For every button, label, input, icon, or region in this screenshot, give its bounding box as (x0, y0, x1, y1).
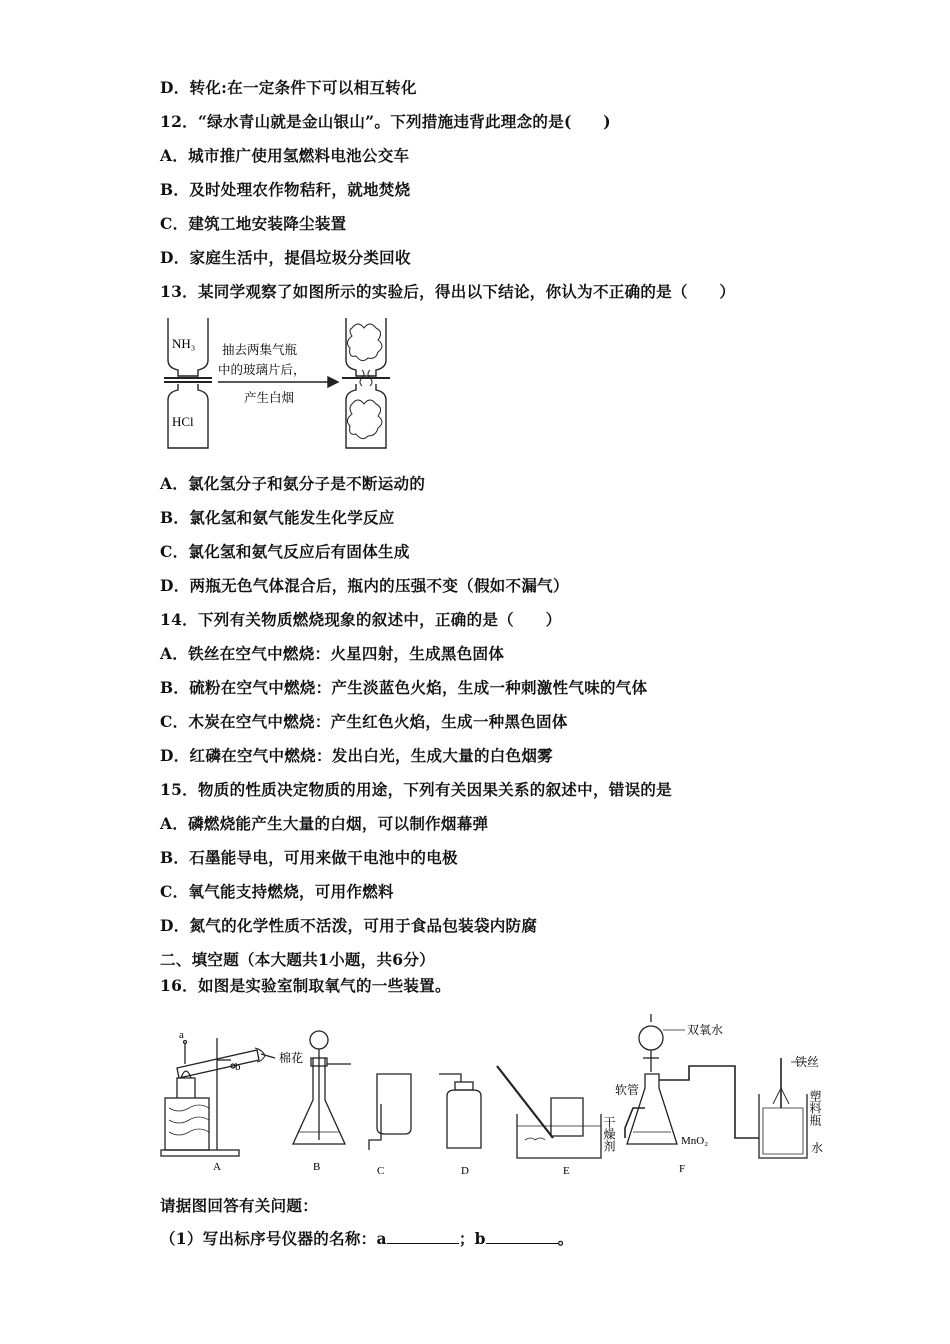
label-a-mark: a (179, 1029, 184, 1041)
q14-stem: 14．下列有关物质燃烧现象的叙述中，正确的是（ ） (160, 610, 562, 629)
hcl-label: HCl (172, 414, 194, 429)
q16-stem: 16．如图是实验室制取氧气的一些装置。 (160, 976, 451, 995)
q12-option-c: C．建筑工地安装降尘装置 (160, 214, 347, 233)
plastic-bottle-label: 塑料瓶 (808, 1090, 822, 1126)
q14-option-a: A．铁丝在空气中燃烧：火星四射，生成黑色固体 (160, 644, 505, 663)
cotton-label: 棉花 (279, 1051, 304, 1065)
q13-figure (160, 312, 400, 454)
answer-blank-a[interactable] (387, 1228, 459, 1244)
q16-sub1 (160, 1228, 574, 1249)
answer-blank-b[interactable] (486, 1228, 558, 1244)
nh3-label: NH₃ (172, 336, 196, 351)
q13-option-b: B．氯化氢和氨气能发生化学反应 (160, 508, 395, 527)
q15-option-b: B．石墨能导电，可用来做干电池中的电极 (160, 848, 458, 867)
q12-option-d: D．家庭生活中，提倡垃圾分类回收 (160, 248, 411, 267)
water-label: 水 (811, 1141, 824, 1155)
q12-stem: 12．“绿水青山就是金山银山”。下列措施违背此理念的是( ) (160, 112, 611, 131)
q16-sub1-pre: （1）写出标序号仪器的名称：a (160, 1229, 387, 1248)
q15-stem: 15．物质的性质决定物质的用途，下列有关因果关系的叙述中，错误的是 (160, 780, 672, 799)
iron-wire-label: 铁丝 (795, 1055, 820, 1069)
q13-option-a: A．氯化氢分子和氨分子是不断运动的 (160, 474, 426, 493)
apparatus-label-a: A (213, 1161, 221, 1173)
q13-stem: 13．某同学观察了如图所示的实验后，得出以下结论，你认为不正确的是（ ） (160, 282, 736, 301)
apparatus-label-c: C (377, 1165, 385, 1177)
q13-option-d: D．两瓶无色气体混合后，瓶内的压强不变（假如不漏气） (160, 576, 569, 595)
q12-option-b: B．及时处理农作物秸秆，就地焚烧 (160, 180, 411, 199)
q16-sub1-mid: ；b (458, 1229, 486, 1248)
apparatus-label-d: D (461, 1165, 469, 1177)
apparatus-label-f: F (679, 1163, 686, 1175)
q16-prompt: 请据图回答有关问题： (160, 1196, 319, 1215)
q14-option-c: C．木炭在空气中燃烧：产生红色火焰，生成一种黑色固体 (160, 712, 568, 731)
desiccant-label: 干燥剂 (602, 1116, 616, 1152)
q16-sub1-end: 。 (557, 1229, 574, 1248)
arrow-text-1: 抽去两集气瓶 (222, 342, 298, 357)
apparatus-label-b: B (313, 1161, 321, 1173)
q11-option-d: D．转化:在一定条件下可以相互转化 (160, 78, 417, 97)
apparatus-label-e: E (563, 1165, 570, 1177)
q12-option-a: A．城市推广使用氢燃料电池公交车 (160, 146, 410, 165)
arrow-text-3: 产生白烟 (244, 390, 295, 405)
mno2-label: MnO₂ (681, 1135, 709, 1147)
q13-option-c: C．氯化氢和氨气反应后有固体生成 (160, 542, 410, 561)
arrow-text-2: 中的玻璃片后， (218, 362, 306, 377)
q14-option-b: B．硫粉在空气中燃烧：产生淡蓝色火焰，生成一种刺激性气味的气体 (160, 678, 648, 697)
q15-option-c: C．氧气能支持燃烧，可用作燃料 (160, 882, 394, 901)
hose-label: 软管 (615, 1083, 640, 1097)
section2-title: 二、填空题（本大题共1小题，共6分） (160, 950, 435, 969)
q15-option-d: D．氮气的化学性质不活泼，可用于食品包装袋内防腐 (160, 916, 538, 935)
q16-figure (155, 1008, 835, 1180)
q14-option-d: D．红磷在空气中燃烧：发出白光，生成大量的白色烟雾 (160, 746, 553, 765)
q15-option-a: A．磷燃烧能产生大量的白烟，可以制作烟幕弹 (160, 814, 489, 833)
label-b-mark: b (235, 1061, 241, 1073)
peroxide-label: 双氧水 (687, 1023, 724, 1037)
